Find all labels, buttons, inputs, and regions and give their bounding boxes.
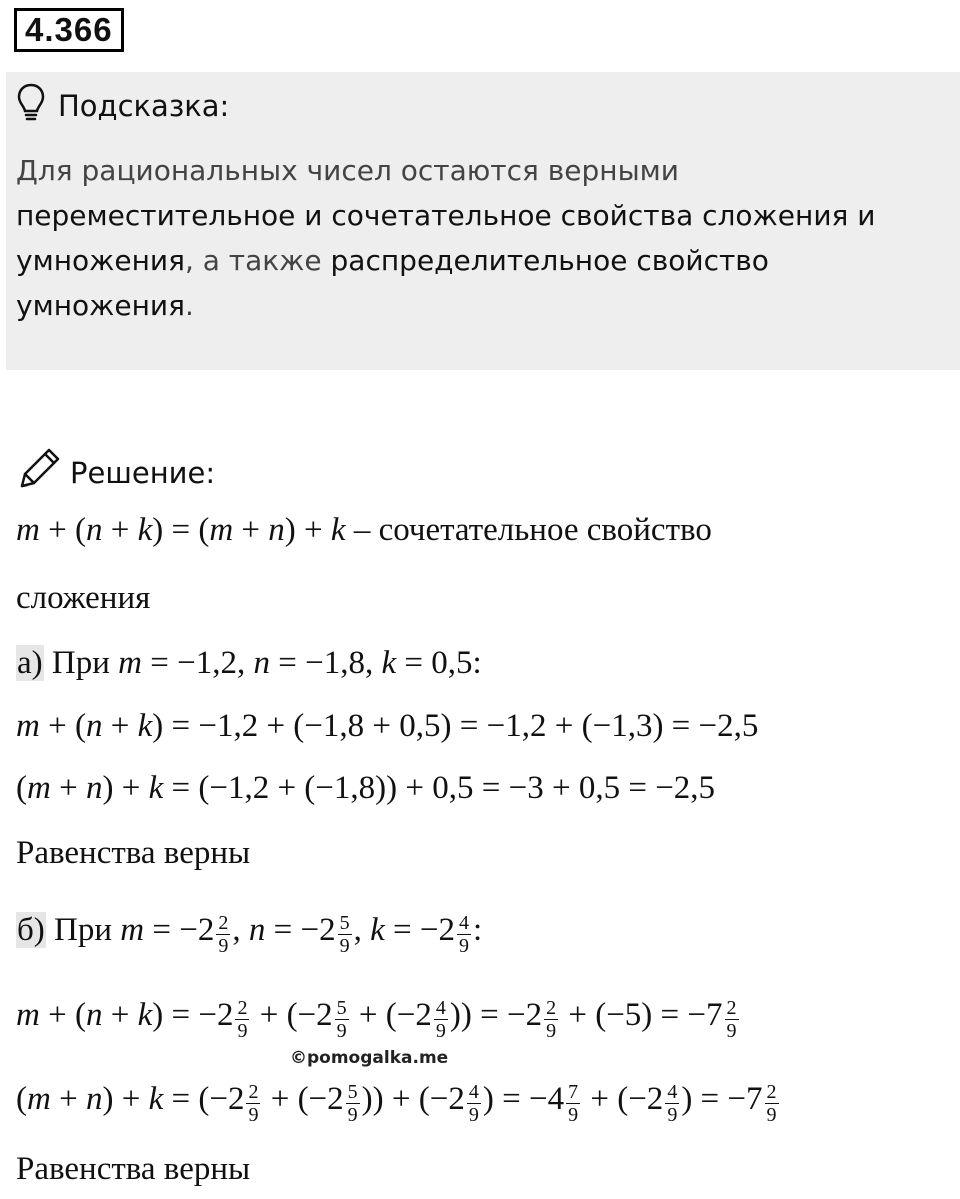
rule-line: m + (n + k) = (m + n) + k – сочетательное свойство (16, 512, 712, 548)
part-a-equation-1: m + (n + k) = −1,2 + (−1,8 + 0,5) = −1,2 + (−1,3) = −2,5 (16, 708, 759, 744)
hint-bold-distributive: распределительное свойство умножения (16, 244, 769, 322)
task-number: 4.366 (14, 8, 124, 52)
part-b-equation-1: m + (n + k) = −2 $\frac{2}{9}$ + (−2 $\frac{5}{9}$ + (−2 $\frac{4}{9}$ )) = −2 $\frac{2}{9}$ + (−5) = −7 $\frac{2}{9}$ (16, 997, 737, 1042)
fraction: $\frac{4}{9}$ (667, 1081, 678, 1126)
rule-line-cont: сложения (16, 580, 151, 616)
fraction: $\frac{2}{9}$ (726, 997, 737, 1042)
hint-text-part: , а также (184, 244, 331, 277)
hint-header (16, 82, 229, 129)
fraction: $\frac{5}{9}$ (339, 912, 350, 957)
part-a-result: Равенства верны (16, 835, 251, 871)
fraction: $\frac{2}{9}$ (237, 997, 248, 1042)
lightbulb-icon (16, 82, 58, 129)
solution-title: Решение: (70, 455, 216, 490)
hint-title: Подсказка: (58, 88, 230, 123)
fraction: $\frac{2}{9}$ (218, 912, 229, 957)
watermark: ©pomogalka.me (290, 1048, 449, 1068)
fraction: $\frac{2}{9}$ (248, 1081, 259, 1126)
part-b-equation-2: (m + n) + k = (−2 $\frac{2}{9}$ + (−2 $\frac{5}{9}$ )) + (−2 $\frac{4}{9}$ ) = −4 $\frac{7}{9}$ + (−2 $\frac{4}{9}$ ) = −7 $\frac{2}{9}$ (16, 1081, 777, 1126)
part-b-label: б) (17, 912, 45, 949)
pencil-icon (16, 446, 70, 499)
fraction: $\frac{5}{9}$ (336, 997, 347, 1042)
fraction: $\frac{4}{9}$ (468, 1081, 479, 1126)
part-b-result: Равенства верны (16, 1151, 251, 1187)
hint-text (16, 148, 946, 328)
hint-text-part: . (184, 289, 194, 322)
fraction: $\frac{7}{9}$ (568, 1081, 579, 1126)
part-a-label: а) (17, 645, 43, 681)
solution-header (16, 446, 215, 499)
hint-bold-commutative: переместительное и сочетательное свойства сложения и умножения (16, 199, 876, 277)
fraction: $\frac{4}{9}$ (458, 912, 469, 957)
part-a-equation-2: (m + n) + k = (−1,2 + (−1,8)) + 0,5 = −3 + 0,5 = −2,5 (16, 770, 716, 806)
fraction: $\frac{2}{9}$ (546, 997, 557, 1042)
fraction: $\frac{4}{9}$ (435, 997, 446, 1042)
part-a-condition: а) При m = −1,2, n = −1,8, k = 0,5: (17, 645, 482, 681)
fraction: $\frac{5}{9}$ (347, 1081, 358, 1126)
part-b-condition: б) При m = −2 $\frac{2}{9}$ , n = −2 $\frac{5}{9}$ , k = −2 $\frac{4}{9}$ : (17, 912, 483, 957)
hint-text-part: Для рациональных чисел остаются верными (16, 154, 679, 187)
fraction: $\frac{2}{9}$ (766, 1081, 777, 1126)
